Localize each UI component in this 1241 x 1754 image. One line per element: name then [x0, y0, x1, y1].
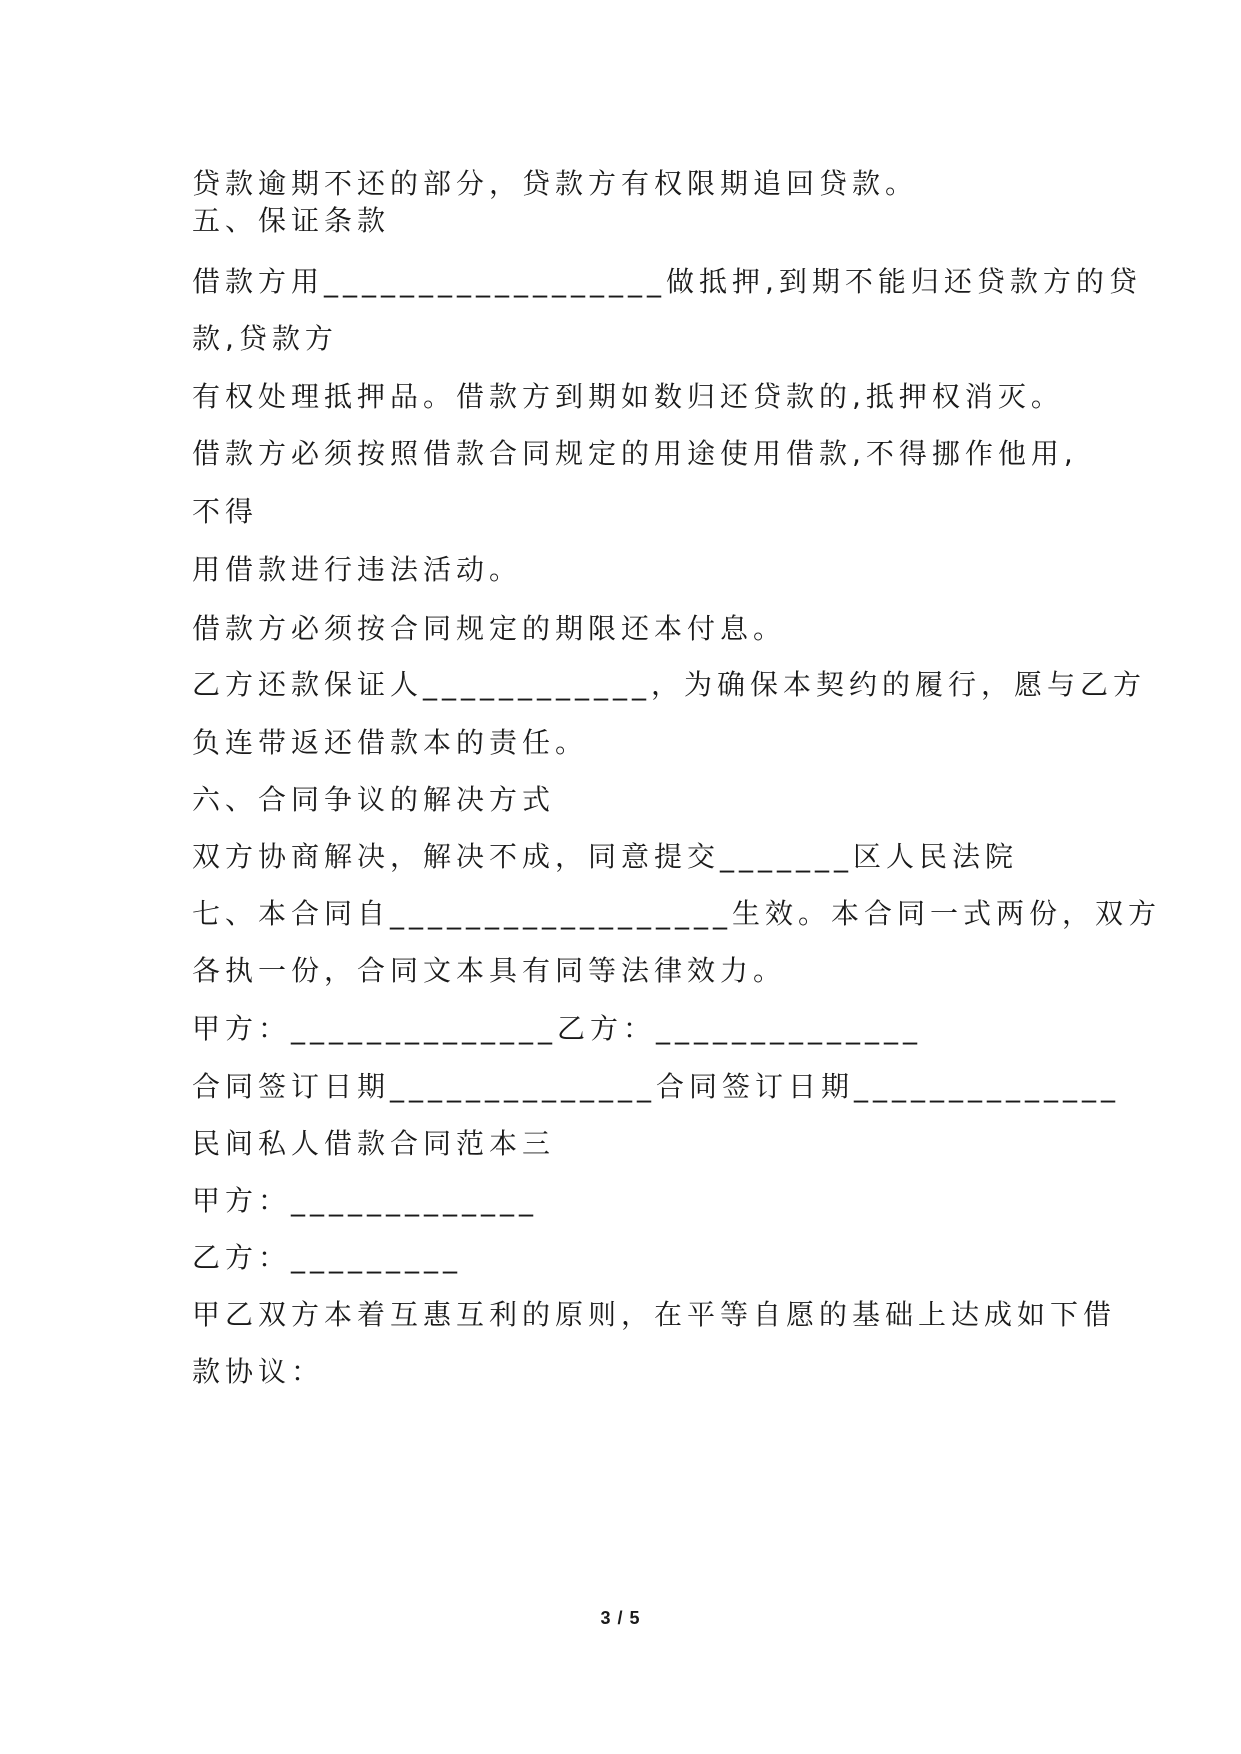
text-line: 款,贷款方 — [192, 322, 338, 355]
text-line: 借款方必须按合同规定的期限还本付息。 — [192, 612, 787, 645]
text-line: 双方协商解决，解决不成，同意提交_______区人民法院 — [192, 840, 1019, 873]
signature-line-parties: 甲方：______________乙方：______________ — [192, 1012, 923, 1045]
text-line: 款协议： — [192, 1355, 325, 1388]
page-number: 3 / 5 — [600, 1608, 641, 1628]
party-a-line: 甲方：_____________ — [192, 1184, 539, 1217]
text-line: 不得 — [192, 495, 259, 528]
signature-line-dates: 合同签订日期______________合同签订日期______________ — [192, 1070, 1121, 1103]
text-line: 贷款逾期不还的部分，贷款方有权限期追回贷款。 — [192, 167, 919, 200]
text-line: 负连带返还借款本的责任。 — [192, 726, 589, 759]
text-line: 乙方还款保证人____________，为确保本契约的履行，愿与乙方 — [192, 668, 1147, 701]
text-line: 有权处理抵押品。借款方到期如数归还贷款的,抵押权消灭。 — [192, 380, 1064, 413]
text-line: 借款方必须按照借款合同规定的用途使用借款,不得挪作他用, — [192, 437, 1078, 470]
text-line: 各执一份，合同文本具有同等法律效力。 — [192, 954, 787, 987]
section-title: 民间私人借款合同范本三 — [192, 1127, 556, 1160]
text-line: 用借款进行违法活动。 — [192, 553, 523, 586]
section-heading: 五、保证条款 — [192, 204, 391, 237]
text-line: 甲乙双方本着互惠互利的原则，在平等自愿的基础上达成如下借 — [192, 1298, 1117, 1331]
text-line: 七、本合同自__________________生效。本合同一式两份，双方 — [192, 897, 1162, 930]
section-heading: 六、合同争议的解决方式 — [192, 783, 556, 816]
party-b-line: 乙方：_________ — [192, 1241, 463, 1274]
text-line: 借款方用__________________做抵押,到期不能归还贷款方的贷 — [192, 265, 1142, 298]
